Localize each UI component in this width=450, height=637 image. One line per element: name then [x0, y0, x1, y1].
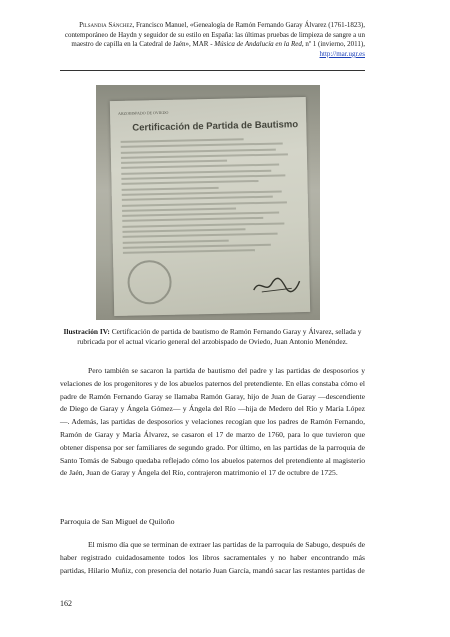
- seal-stamp: [127, 260, 172, 305]
- header-article-title: , Francisco Manuel, «Genealogía de Ramón Fernando Garay Álvarez (1761-1823), contemporáneo de Haydn y seguidor de su estilo en España: las últimas pruebas de limpieza de sangre a un maestro de capilla en la Catedral de Jaén»,: [64, 21, 365, 49]
- certificate-document: [110, 97, 310, 316]
- header-issue: , nº 1 (invierno, 2011),: [301, 40, 365, 49]
- certificate-header: ARZOBISPADO DE OVIEDO: [117, 109, 169, 116]
- body-paragraph: El mismo día que se terminan de extraer las partidas de la parroquia de Sabugo, después de haber registrado cuidadosamente todos los libros sacramentales y no haber encontrando más partidas, Hilario Muñiz, con presencia del notario Juan García, mandó sacar las restantes partidas de: [60, 540, 365, 575]
- certificate-text-lines: [121, 137, 299, 257]
- running-header: [60, 21, 365, 59]
- header-url-link[interactable]: http://mar.ugr.es: [319, 49, 365, 58]
- baptism-certificate-photo: [96, 85, 320, 320]
- certificate-title: Certificación de Partida de Bautismo: [132, 119, 299, 134]
- signature: [251, 275, 301, 296]
- header-divider: [60, 70, 365, 71]
- body-paragraph: Pero también se sacaron la partida de bautismo del padre y las partidas de desposorios y velaciones de los progenitores y de los abuelos paternos del pretendiente. En ellas constaba cómo el padre de Ramón Fernando Garay se llamaba Ramón Garay, hijo de Juan de Garay —descendiente de Diego de Garay y Ángela Gómez— y Ángela del Río —hija de Medero del Río y María López—. Además, las partidas de desposorios y velaciones recogían que los padres de Ramón Fernando, Ramón de Garay y María Álvarez, se casaron el 17 de marzo de 1760, para lo que tuvieron que obtener dispensa por ser familiares de segundo grado. Por último, en las partidas de la parroquia de Santo Tomás de Sabugo quedaba reflejado cómo los abuelos paternos del pretendiente al magisterio de Jaén, Juan de Garay y Ángela del Río, contrajeron matrimonio el 17 de octubre de 1725.: [60, 366, 365, 478]
- header-journal: MAR: [192, 40, 209, 49]
- page-number: 162: [60, 599, 72, 608]
- figure-caption: [60, 327, 365, 348]
- header-author: Pilsandia Sánchez: [79, 21, 133, 29]
- caption-label: Ilustración IV:: [63, 327, 110, 336]
- caption-text: Certificación de partida de bautismo de Ramón Fernando Garay y Álvarez, sellada y rubricada por el actual vicario general del arzobispado de Oviedo, Juan Antonio Menéndez.: [77, 327, 362, 347]
- section-heading: Parroquia de San Miguel de Quiloño: [60, 517, 175, 526]
- header-journal-subtitle: - Música de Andalucía en la Red: [208, 40, 302, 49]
